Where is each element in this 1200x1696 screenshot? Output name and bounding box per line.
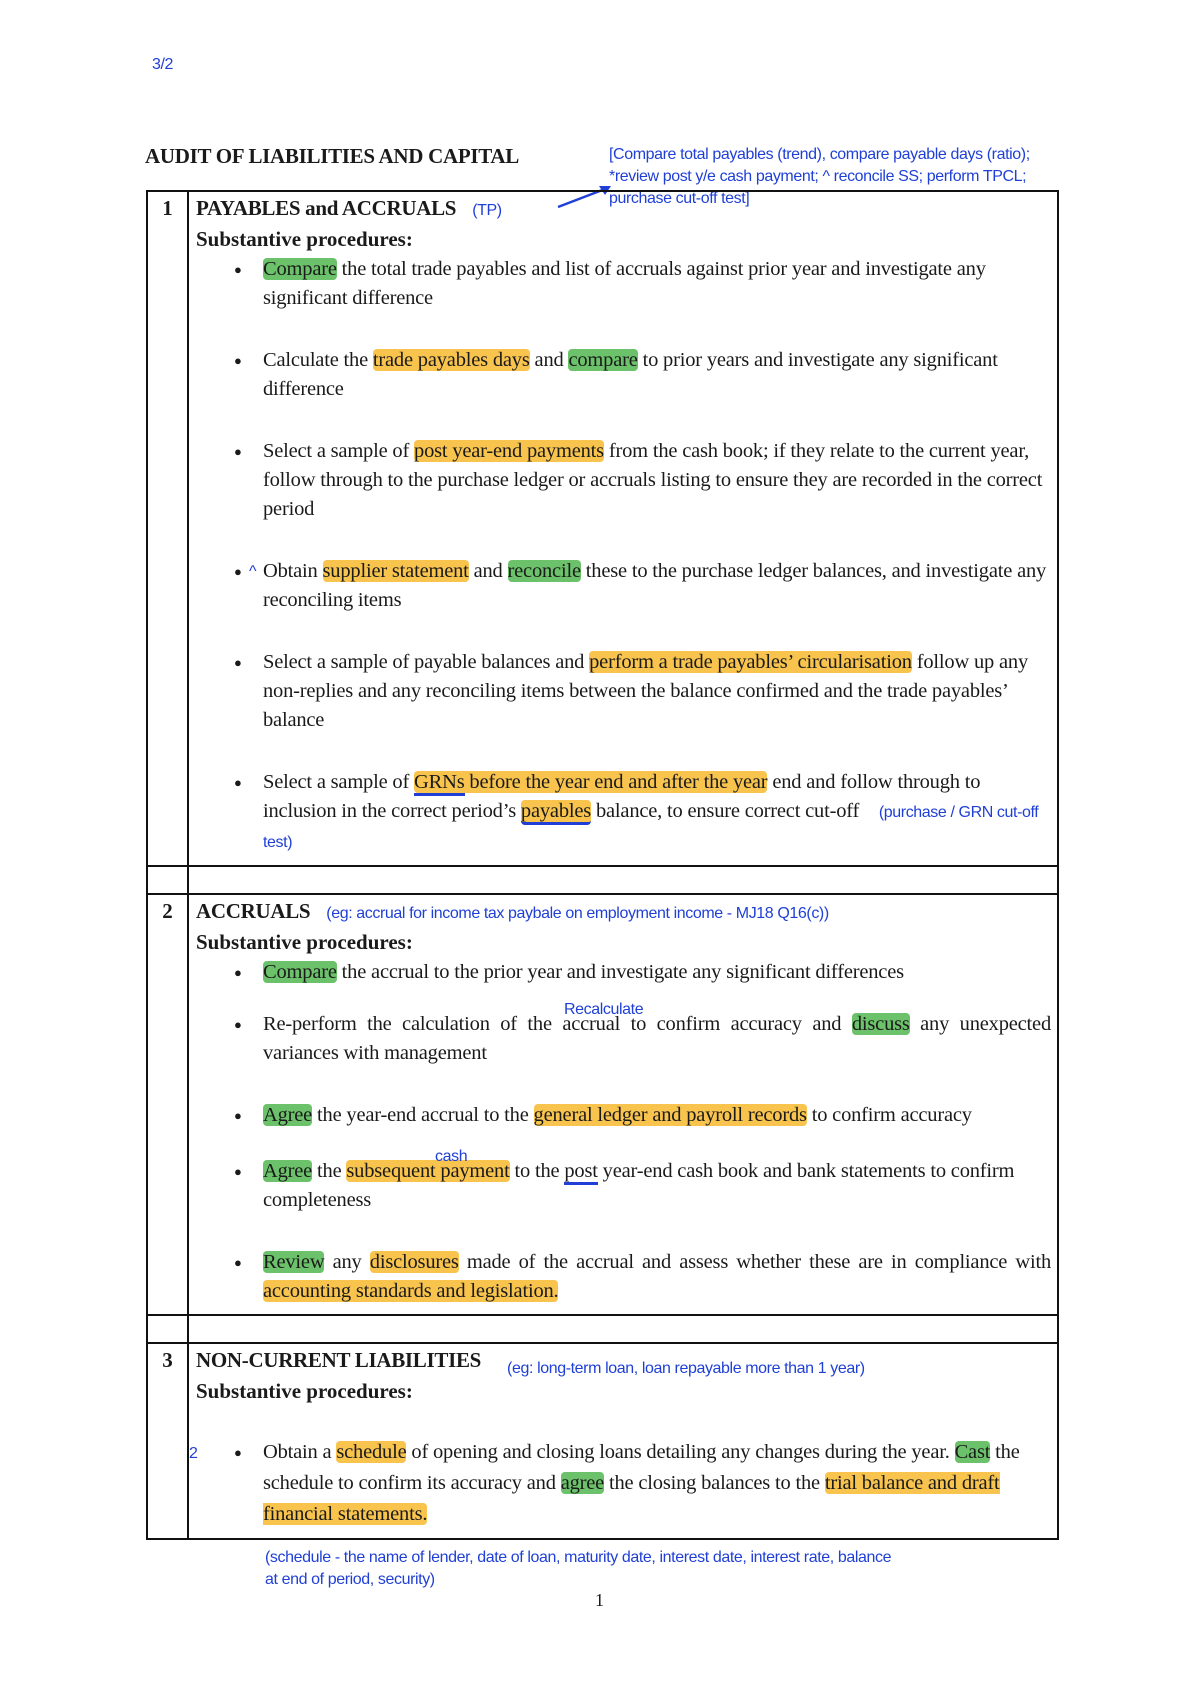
- underline-blue: post: [564, 1160, 597, 1185]
- procedure-list: [189, 1437, 1051, 1530]
- section-non-current-liabilities-row: [147, 1343, 1058, 1539]
- highlight-yellow: supplier statement: [322, 560, 469, 582]
- substantive-procedures-label: Substantive procedures:: [196, 1379, 413, 1403]
- procedure-text: year-end cash book and bank statements to confirm completeness: [263, 1160, 1015, 1211]
- procedure-text: the year-end accrual to the: [312, 1104, 534, 1126]
- highlight-yellow: perform a trade payables’ circularisation: [589, 651, 912, 673]
- section-heading-note: (eg: accrual for income tax paybale on employment income - MJ18 Q16(c)): [326, 905, 829, 922]
- procedure-text: to confirm accuracy: [806, 1104, 972, 1126]
- procedure-text: end and follow through to inclusion in the correct period’s: [263, 771, 981, 822]
- procedure-text: any unexpected variances with management: [263, 1013, 1051, 1064]
- schedule-annotation-line-2: at end of period, security): [265, 1571, 435, 1588]
- schedule-annotation-line-1: (schedule - the name of lender, date of loan, maturity date, interest date, interest rate, balance: [265, 1549, 892, 1566]
- title-annotation-line-1: [Compare total payables (trend), compare payable days (ratio);: [609, 146, 1030, 163]
- highlight-green: agree: [560, 1472, 605, 1494]
- procedure-text: follow up any non-replies and any reconciling items between the balance confirmed and the trade payables’ balance: [263, 651, 1029, 731]
- spacer-cell: [188, 866, 1058, 894]
- substantive-procedures-label: Substantive procedures:: [196, 227, 413, 251]
- highlight-yellow: general ledger and payroll records: [533, 1104, 807, 1126]
- section-heading: [196, 897, 1051, 928]
- highlight-green: Agree: [263, 1104, 313, 1126]
- highlight-green: compare: [568, 349, 638, 371]
- cash-annotation: ● cash: [435, 1148, 468, 1165]
- procedure-text: the total trade payables and list of accruals against prior year and investigate any significant difference: [263, 258, 986, 309]
- procedure-text: Calculate the: [263, 349, 373, 371]
- cutoff-annotation: (purchase / GRN cut-off test): [263, 804, 1039, 851]
- procedure-item: [239, 1248, 1051, 1306]
- procedure-text: before the year end and after the year: [464, 771, 768, 793]
- substantive-procedures-label: Substantive procedures:: [196, 930, 413, 954]
- procedure-text: made of the accrual and assess whether these are in compliance with: [458, 1251, 1051, 1273]
- section-accruals-row: [147, 894, 1058, 1315]
- highlight-green: Compare: [263, 961, 337, 983]
- procedure-item: [239, 557, 1051, 615]
- spacer-cell: [188, 1315, 1058, 1343]
- section-heading: [196, 1346, 1051, 1377]
- highlight-yellow: payables: [521, 800, 591, 825]
- procedure-list: [239, 958, 1051, 1306]
- procedure-item: [239, 958, 1051, 987]
- section-number: 1: [147, 191, 188, 866]
- caret-mark: ● ^: [249, 563, 257, 580]
- section-content: [188, 191, 1058, 866]
- procedure-item: [239, 346, 1051, 404]
- section-heading-note: (eg: long-term loan, loan repayable more than 1 year): [507, 1360, 865, 1377]
- section-heading-text: PAYABLES and ACCRUALS: [196, 196, 457, 220]
- highlight-yellow: schedule: [336, 1441, 407, 1463]
- procedure-text: the: [312, 1160, 347, 1182]
- procedure-list: [239, 255, 1051, 857]
- highlight-yellow: disclosures: [369, 1251, 459, 1273]
- procedure-item: [239, 1101, 1051, 1130]
- section-number: 3: [147, 1343, 188, 1539]
- recalculate-annotation: ● Recalculate: [564, 1001, 644, 1018]
- procedure-text: the closing balances to the: [604, 1472, 825, 1494]
- procedure-item: [239, 768, 1051, 857]
- procedure-text: Select a sample of: [263, 440, 415, 462]
- highlight-yellow: trade payables days: [372, 349, 530, 371]
- procedure-text: any: [324, 1251, 370, 1273]
- section-payables-row: [147, 191, 1058, 866]
- highlight-green: discuss: [851, 1013, 910, 1035]
- title-annotation-line-2: *review post y/e cash payment; ^ reconcile SS; perform TPCL;: [609, 168, 1027, 185]
- procedure-text: and: [468, 560, 508, 582]
- spacer-row: [147, 1315, 1058, 1343]
- highlight-yellow: post year-end payments: [414, 440, 604, 462]
- procedure-item: [239, 1148, 1051, 1215]
- highlight-green: Cast: [954, 1441, 991, 1463]
- schedule-annotation: [265, 1547, 891, 1591]
- highlight-green: Agree: [263, 1160, 313, 1182]
- highlight-yellow: accounting standards and legislation.: [263, 1280, 559, 1302]
- spacer-cell: [147, 1315, 188, 1343]
- section-heading: [196, 194, 1051, 225]
- procedure-text: from the cash book; if they relate to the current year, follow through to the purchase ledger or accruals listing to ensure they are recorded in the correct period: [263, 440, 1043, 520]
- procedure-text: the schedule to confirm its accuracy and: [263, 1441, 1020, 1494]
- section-heading-text: NON-CURRENT LIABILITIES: [196, 1348, 482, 1372]
- procedure-text: Re-perform the calculation of the accrual to confirm accuracy and: [263, 1013, 852, 1035]
- highlight-yellow: trial balance and draft financial statements.: [263, 1472, 1000, 1525]
- procedure-text: and: [529, 349, 569, 371]
- procedure-item: [239, 437, 1051, 524]
- highlight-yellow: subsequent payment: [346, 1160, 510, 1182]
- highlight-green: reconcile: [507, 560, 581, 582]
- procedure-item: [239, 255, 1051, 313]
- page-number: 1: [595, 1590, 604, 1610]
- procedure-text: the accrual to the prior year and investigate any significant differences: [336, 961, 904, 983]
- procedure-text: to prior years and investigate any significant difference: [263, 349, 998, 400]
- procedure-text: Select a sample of payable balances and: [263, 651, 590, 673]
- procedure-item: [239, 648, 1051, 735]
- procedure-text: Select a sample of: [263, 771, 415, 793]
- spacer-row: [147, 866, 1058, 894]
- procedure-item: [189, 1437, 1051, 1530]
- highlight-green: Review: [263, 1251, 325, 1273]
- section-heading-note: (TP): [472, 202, 502, 219]
- procedure-text: Obtain: [263, 560, 323, 582]
- procedure-item: [239, 1001, 1051, 1068]
- section-number: 2: [147, 894, 188, 1315]
- highlight-green: Compare: [263, 258, 337, 280]
- underline-blue: GRNs: [414, 771, 464, 796]
- procedure-text: balance, to ensure correct cut-off: [591, 800, 860, 822]
- procedure-text: these to the purchase ledger balances, and investigate any reconciling items: [263, 560, 1047, 611]
- margin-mark: ● 2: [189, 1445, 198, 1462]
- procedure-text: Obtain a: [263, 1441, 337, 1463]
- section-content: [188, 1343, 1058, 1539]
- procedure-text: of opening and closing loans detailing any changes during the year.: [406, 1441, 955, 1463]
- spacer-cell: [147, 866, 188, 894]
- highlight-yellow: [414, 771, 767, 793]
- title-annotation-line-3: purchase cut-off test]: [609, 190, 750, 207]
- section-content: [188, 894, 1058, 1315]
- section-heading-text: ACCRUALS: [196, 899, 311, 923]
- procedure-text: to the: [509, 1160, 565, 1182]
- page-note: 3/2: [152, 56, 174, 73]
- page-title: AUDIT OF LIABILITIES AND CAPITAL: [145, 144, 519, 168]
- procedures-table: [146, 190, 1059, 1540]
